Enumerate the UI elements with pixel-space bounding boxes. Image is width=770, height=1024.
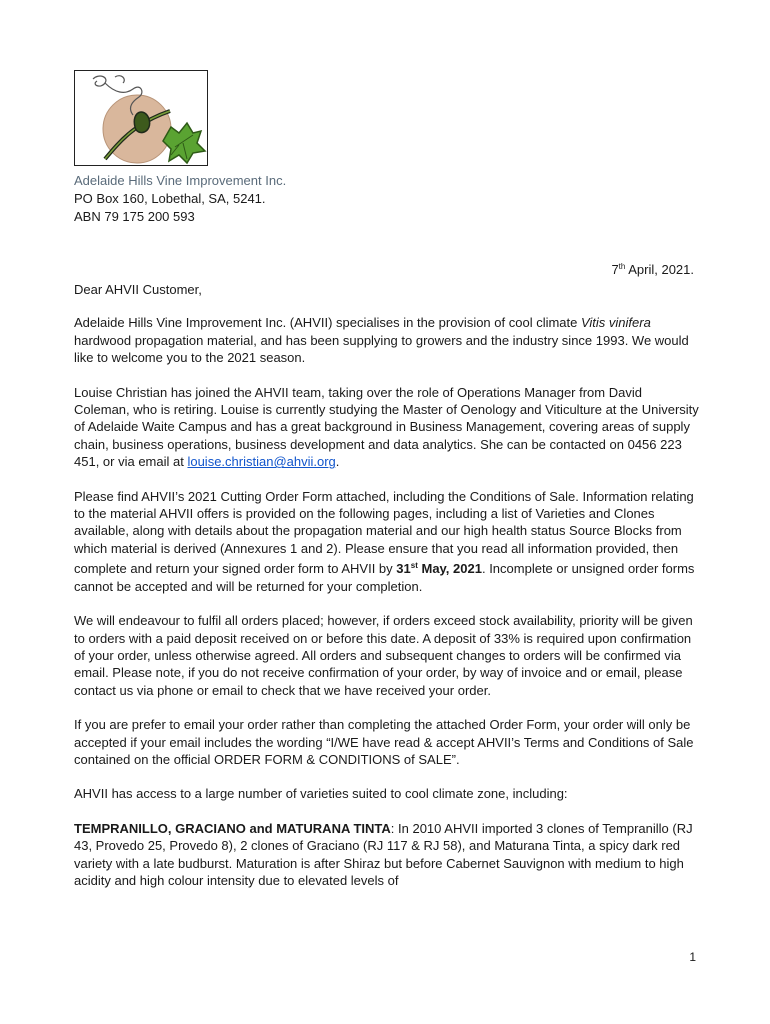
sender-address (74, 172, 286, 226)
greeting: Dear AHVII Customer, (74, 282, 202, 297)
logo-bud (134, 112, 149, 133)
logo-leaf (163, 123, 205, 163)
variety-heading: TEMPRANILLO, GRACIANO and MATURANA TINTA (74, 820, 391, 836)
vine-logo-image (75, 71, 207, 165)
logo-tendril (93, 76, 106, 86)
organisation-name: Adelaide Hills Vine Improvement Inc. (74, 173, 287, 188)
deadline: 31st May, 2021 (396, 561, 482, 577)
email-orders-paragraph: If you are prefer to email your order rather than completing the attached Order Form, your order will only be accepted if your email includes the wording “I/WE have read & accept AHVII’s Terms and Conditions of Sale contained on the official ORDER FORM & CONDITIONS of SALE”. (74, 717, 694, 767)
letter-date: 7th April, 2021. (611, 262, 694, 277)
order-form-paragraph: Please find AHVII’s 2021 Cutting Order Form attached, including the Conditions of Sale. Information relating to the material AHVII offers is provided on the following pages, including a list of Varieties and Clones available, along with details about the propagation material and our high health status Source Blocks from which material is derived (Annexures 1 and 2). Please ensure that you read all information provided, then complete and return your signed order form to AHVII by 31st May, 2021. Incomplete or unsigned order forms cannot be accepted and will be returned for your completion. (74, 488, 695, 594)
letter-body (74, 281, 700, 906)
intro-paragraph: Adelaide Hills Vine Improvement Inc. (AHVII) specialises in the provision of cool climate Vitis vinifera hardwood propagation material, and has been supplying to growers and the industry since 1993. We would like to welcome you to the 2021 season. (74, 315, 689, 366)
page-number: 1 (689, 950, 696, 964)
po-box: PO Box 160, Lobethal, SA, 5241. (74, 191, 266, 206)
orders-paragraph: We will endeavour to fulfil all orders placed; however, if orders exceed stock availability, priority will be given to orders with a paid deposit received on or before this date. A deposit of 33% is required upon confirmation of your order, unless otherwise agreed. All orders and subsequent changes to orders will be confirmed via email. Please note, if you do not receive confirmation of your order, by way of invoice and or email, please contact us via phone or email to check that we have received your order. (74, 613, 693, 698)
tempranillo-paragraph: TEMPRANILLO, GRACIANO and MATURANA TINTA: In 2010 AHVII imported 3 clones of Tempranillo (RJ 43, Provedo 25, Provedo 8), 2 clones of Graciano (RJ 117 & RJ 58), and Maturana Tinta, a spicy dark red variety with a late budburst. Maturation is after Shiraz but before Cabernet Sauvignon with medium to high acidity and high colour intensity due to elevated levels of (74, 820, 693, 888)
email-link[interactable]: louise.christian@ahvii.org (187, 454, 336, 470)
ahvii-logo (74, 70, 208, 166)
abn: ABN 79 175 200 593 (74, 209, 195, 224)
staff-paragraph: Louise Christian has joined the AHVII team, taking over the role of Operations Manager from David Coleman, who is retiring. Louise is currently studying the Master of Oenology and Viticulture at the University of Adelaide Waite Campus and has a great background in Business Management, covering areas of supply chain, business operations, business development and data analytics. She can be contacted on 0456 223 451, or via email at louise.christian@ahvii.org. (74, 384, 699, 470)
varieties-intro: AHVII has access to a large number of varieties suited to cool climate zone, including: (74, 786, 568, 802)
